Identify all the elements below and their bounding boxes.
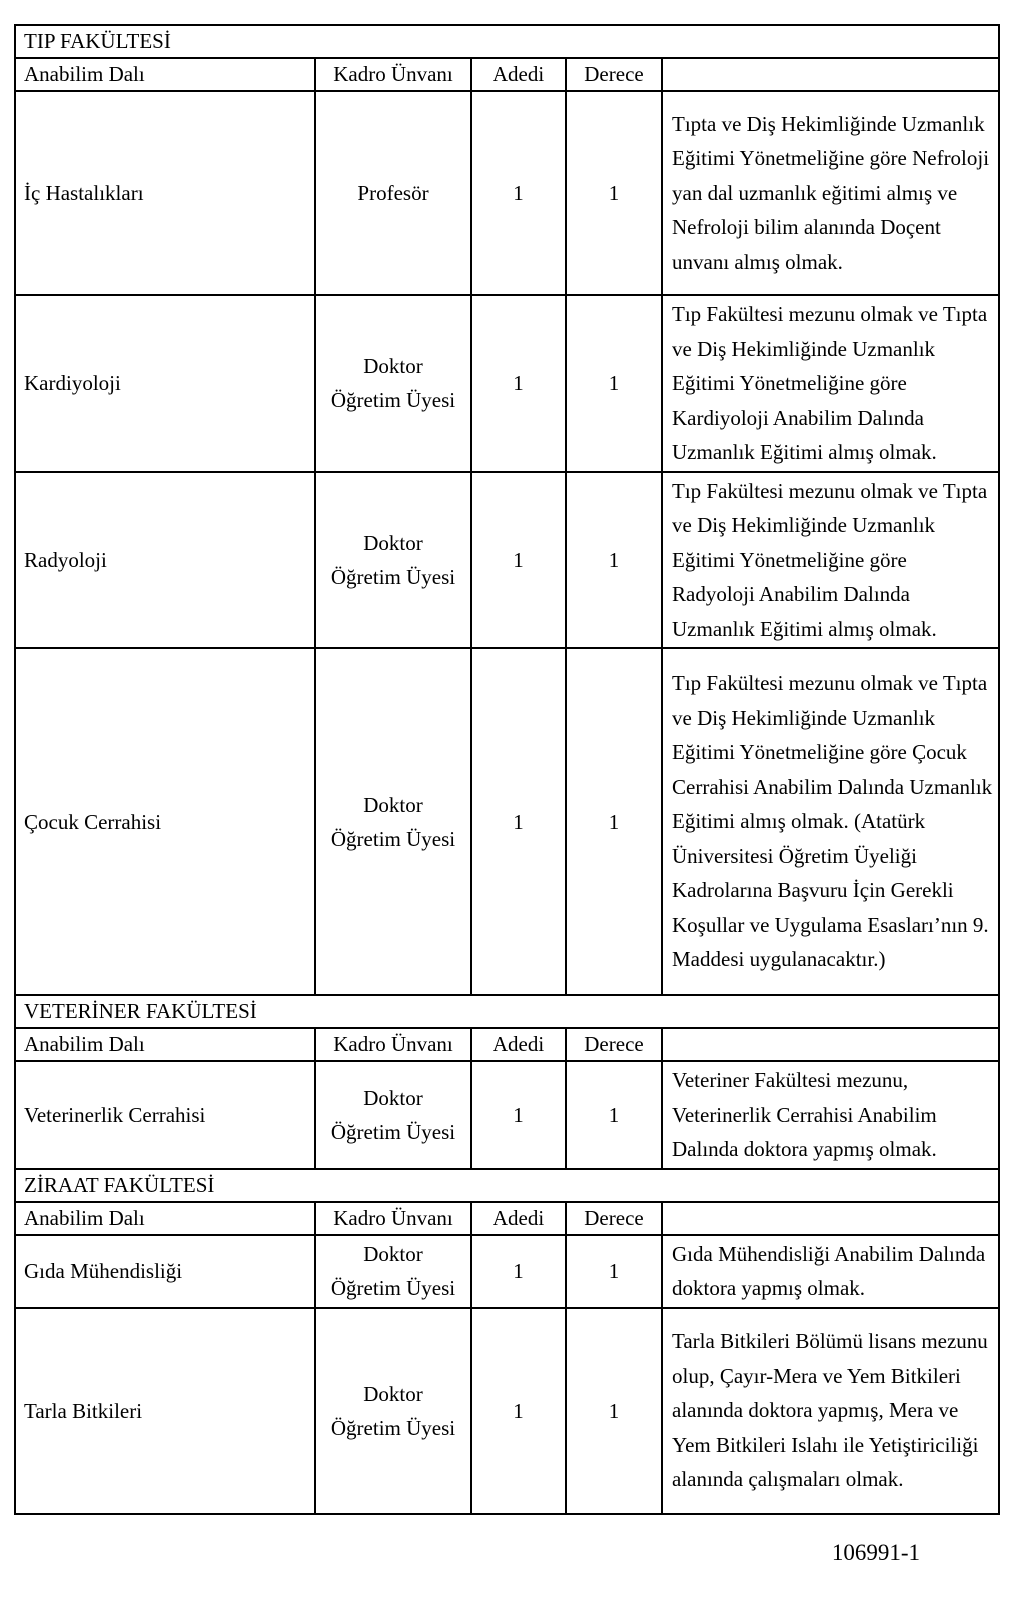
cell-adedi: 1 [471, 1061, 566, 1169]
cell-aciklama: Tıp Fakültesi mezunu olmak ve Tıpta ve Diş Hekimliğinde Uzmanlık Eğitimi Yönetmeliğine göre Kardiyoloji Anabilim Dalında Uzmanlık Eğitimi almış olmak. [662, 295, 999, 472]
cell-derece: 1 [566, 295, 662, 472]
cell-aciklama: Tıpta ve Diş Hekimliğinde Uzmanlık Eğitimi Yönetmeliğine göre Nefroloji yan dal uzmanlık eğitimi almış ve Nefroloji bilim alanında Doçent unvanı almış olmak. [662, 91, 999, 295]
cell-kadro-unvani [315, 648, 471, 995]
column-header-kadro-unvani: Kadro Ünvanı [315, 58, 471, 91]
cell-anabilim-dali: Kardiyoloji [15, 295, 315, 472]
section-header-row [15, 995, 999, 1028]
cell-kadro-unvani [315, 1061, 471, 1169]
column-header-empty [662, 1202, 999, 1235]
kadro-unvani-text: Doktor Öğretim Üyesi [330, 1381, 456, 1440]
cell-anabilim-dali: Gıda Mühendisliği [15, 1235, 315, 1308]
cell-derece: 1 [566, 648, 662, 995]
column-header-derece: Derece [566, 58, 662, 91]
cell-anabilim-dali: İç Hastalıkları [15, 91, 315, 295]
table-row [15, 1061, 999, 1169]
table-row [15, 648, 999, 995]
column-header-adedi: Adedi [471, 1028, 566, 1061]
table-row [15, 295, 999, 472]
cell-kadro-unvani [315, 91, 471, 295]
cell-aciklama: Tıp Fakültesi mezunu olmak ve Tıpta ve Diş Hekimliğinde Uzmanlık Eğitimi Yönetmeliğine göre Radyoloji Anabilim Dalında Uzmanlık Eğitimi almış olmak. [662, 472, 999, 649]
kadro-unvani-text: Profesör [357, 181, 429, 205]
column-header-anabilim-dali: Anabilim Dalı [15, 1028, 315, 1061]
cell-anabilim-dali: Çocuk Cerrahisi [15, 648, 315, 995]
column-header-empty [662, 58, 999, 91]
kadro-unvani-text: Doktor Öğretim Üyesi [330, 354, 456, 413]
kadro-unvani-text: Doktor Öğretim Üyesi [330, 530, 456, 589]
column-header-adedi: Adedi [471, 58, 566, 91]
kadro-unvani-text: Doktor Öğretim Üyesi [330, 1242, 456, 1300]
table-row [15, 1308, 999, 1514]
cell-adedi: 1 [471, 91, 566, 295]
cell-adedi: 1 [471, 1308, 566, 1514]
cell-aciklama: Veteriner Fakültesi mezunu, Veterinerlik Cerrahisi Anabilim Dalında doktora yapmış olmak. [662, 1061, 999, 1169]
table-row [15, 1235, 999, 1308]
cell-derece: 1 [566, 91, 662, 295]
page-number: 106991-1 [831, 1540, 920, 1565]
cell-kadro-unvani [315, 1235, 471, 1308]
cell-kadro-unvani [315, 1308, 471, 1514]
section-header-row [15, 25, 999, 58]
column-header-empty [662, 1028, 999, 1061]
kadro-unvani-text: Doktor Öğretim Üyesi [330, 792, 456, 851]
cell-adedi: 1 [471, 1235, 566, 1308]
cell-derece: 1 [566, 472, 662, 649]
cell-anabilim-dali: Veterinerlik Cerrahisi [15, 1061, 315, 1169]
cell-anabilim-dali: Radyoloji [15, 472, 315, 649]
table-row [15, 91, 999, 295]
kadro-unvani-text: Doktor Öğretim Üyesi [330, 1085, 456, 1144]
section-title-veteriner-fakultesi: VETERİNER FAKÜLTESİ [15, 995, 999, 1028]
cell-derece: 1 [566, 1235, 662, 1308]
column-header-row [15, 1028, 999, 1061]
cell-derece: 1 [566, 1308, 662, 1514]
table-row [15, 472, 999, 649]
column-header-kadro-unvani: Kadro Ünvanı [315, 1202, 471, 1235]
section-header-row [15, 1169, 999, 1202]
cell-kadro-unvani [315, 472, 471, 649]
cell-adedi: 1 [471, 472, 566, 649]
cell-derece: 1 [566, 1061, 662, 1169]
cell-aciklama: Gıda Mühendisliği Anabilim Dalında doktora yapmış olmak. [662, 1235, 999, 1308]
column-header-row [15, 1202, 999, 1235]
column-header-row [15, 58, 999, 91]
cell-aciklama: Tarla Bitkileri Bölümü lisans mezunu olup, Çayır-Mera ve Yem Bitkileri alanında doktora yapmış, Mera ve Yem Bitkileri Islahı ile Yetiştiriciliği alanında çalışmaları olmak. [662, 1308, 999, 1514]
cell-anabilim-dali: Tarla Bitkileri [15, 1308, 315, 1514]
column-header-kadro-unvani: Kadro Ünvanı [315, 1028, 471, 1061]
column-header-anabilim-dali: Anabilim Dalı [15, 58, 315, 91]
column-header-anabilim-dali: Anabilim Dalı [15, 1202, 315, 1235]
section-title-tip-fakultesi: TIP FAKÜLTESİ [15, 25, 999, 58]
cell-adedi: 1 [471, 295, 566, 472]
cell-aciklama: Tıp Fakültesi mezunu olmak ve Tıpta ve Diş Hekimliğinde Uzmanlık Eğitimi Yönetmeliğine göre Çocuk Cerrahisi Anabilim Dalında Uzmanlık Eğitimi almış olmak. (Atatürk Üniversitesi Öğretim Üyeliği Kadrolarına Başvuru İçin Gerekli Koşullar ve Uygulama Esasları’nın 9. Maddesi uygulanacaktır.) [662, 648, 999, 995]
section-title-ziraat-fakultesi: ZİRAAT FAKÜLTESİ [15, 1169, 999, 1202]
column-header-derece: Derece [566, 1202, 662, 1235]
column-header-derece: Derece [566, 1028, 662, 1061]
cell-adedi: 1 [471, 648, 566, 995]
column-header-adedi: Adedi [471, 1202, 566, 1235]
cell-kadro-unvani [315, 295, 471, 472]
faculty-positions-table [14, 24, 1000, 1515]
